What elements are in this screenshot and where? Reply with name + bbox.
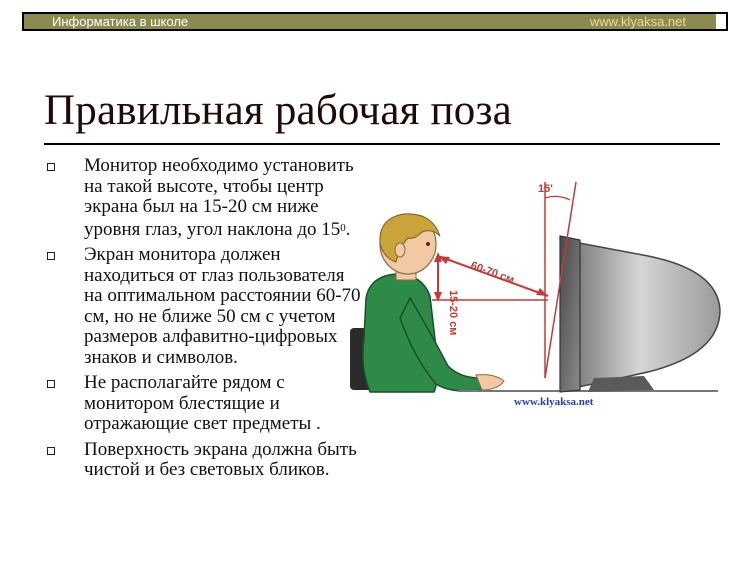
header-bar: [22, 12, 728, 31]
header-bar-fill: [24, 14, 716, 29]
bullet-item: [44, 245, 364, 368]
bullet-item: [44, 156, 364, 240]
bullet-text: Не располагайте рядом с монитором блестящие и отражающие свет предметы .: [84, 372, 321, 434]
monitor-stand: [588, 376, 654, 392]
bullet-list: [44, 156, 364, 486]
person-ear: [395, 243, 405, 257]
height-label: 15-20 см: [447, 290, 459, 336]
square-bullet-icon: [47, 252, 55, 260]
monitor-body: [574, 242, 720, 388]
bullet-end: .: [345, 218, 351, 240]
angle-arc: [545, 196, 570, 200]
distance-arrow-icon: [536, 288, 548, 296]
header-site-title: Информатика в школе: [52, 14, 189, 29]
bullet-item: [44, 373, 364, 435]
degree-sup: 0: [340, 221, 346, 234]
title-divider: [44, 143, 720, 145]
person-eye: [426, 242, 430, 246]
bullet-text: Поверхность экрана должна быть чистой и без световых бликов.: [84, 438, 357, 480]
header-site-url: www.klyaksa.net: [589, 14, 686, 29]
watermark-text: www.klyaksa.net: [514, 396, 594, 408]
bullet-item: [44, 440, 364, 481]
angle-label: 15': [538, 183, 553, 195]
slide-title: Правильная рабочая поза: [44, 87, 512, 134]
posture-illustration: [345, 178, 726, 410]
bullet-text: Экран монитора должен находиться от глаз пользователя на оптимальном расстоянии 60-70 см, но не ближе 50 см с учетом размеров алфавитно-цифровых знаков и символов.: [84, 244, 361, 368]
square-bullet-icon: [47, 163, 55, 171]
distance-label: 60-70 см: [468, 259, 516, 287]
square-bullet-icon: [47, 380, 55, 388]
square-bullet-icon: [47, 447, 55, 455]
bullet-text: Монитор необходимо установить на такой высоте, чтобы центр экрана был на 15-20 см ниже уровня глаз, угол наклона до 15: [84, 155, 354, 240]
